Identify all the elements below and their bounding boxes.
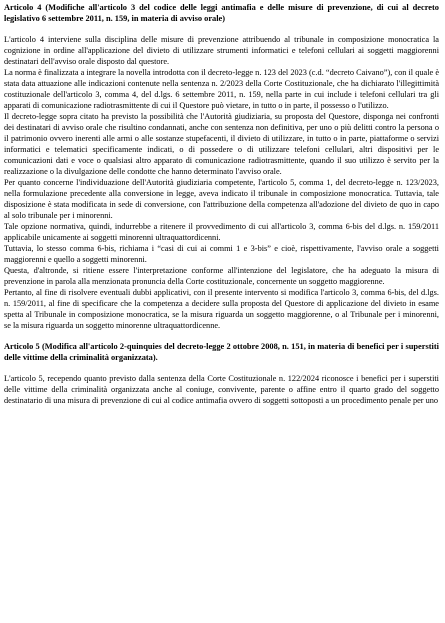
article-5-paragraph-1: L'articolo 5, recependo quanto previsto dalla sentenza della Corte Costituzionale n. 122/2024 riconosce i benefici per i superstiti delle vittime della criminalità organizzata anche al coniuge, convivente, parente o affine entro il quarto grado del soggetto destinatario di una misura di prevenzione di cui al codice antimafia ovvero di soggetti sottoposti a un procedimento penale per uno (4, 374, 439, 405)
article-4-paragraph-4: Per quanto concerne l'individuazione dell'Autorità giudiziaria competente, l'articolo 5, comma 1, del decreto-legge n. 123/2023, nella formulazione precedente alla conversione in legge, aveva indicato il tribunale in composizione monocratica. Tuttavia, tale disposizione è stata modificata in sede di conversione, con l'attribuzione della competenza all'adozione del divieto de quo in capo al solo tribunale per i minorenni. (4, 178, 439, 220)
article-4-paragraph-7: Questa, d'altronde, si ritiene essere l'interpretazione conforme all'intenzione del legislatore, che ha adeguato la misura di prevenzione in parola alla menzionata pronuncia della Corte costituzionale, concernente un soggetto maggiorenne. (4, 266, 439, 286)
article-4-paragraph-3: Il decreto-legge sopra citato ha previsto la possibilità che l'Autorità giudiziaria, su proposta del Questore, disponga nei confronti dei destinatari di avviso orale che risultino condannati, anche con sentenza non definitiva, per uno o più delitti contro la persona o il patrimonio ovvero inerenti alle armi o alle sostanze stupefacenti, il divieto di utilizzare, in tutto o in parte, piattaforme o servizi informatici e telematici specificamente indicati, o di possedere o di utilizzare telefoni cellulari, altri dispositivi per le comunicazioni dati e voce o qualsiasi altro apparato di comunicazione radiotrasmittente, quando il suo utilizzo è servito per la realizzazione o la divulgazione delle condotte che hanno determinato l'avviso orale. (4, 112, 439, 176)
spacer (4, 331, 439, 341)
spacer (4, 363, 439, 373)
article-4-paragraph-5: Tale opzione normativa, quindi, indurrebbe a ritenere il provvedimento di cui all'articolo 3, comma 6-bis del d.lgs. n. 159/2011 applicabile unicamente ai soggetti minorenni ultraquattordicenni. (4, 222, 439, 242)
article-4-paragraph-2: La norma è finalizzata a integrare la novella introdotta con il decreto-legge n. 123 del 2023 (c.d. “decreto Caivano”), con il quale è stata data attuazione alle indicazioni contenute nella sentenza n. 2/2023 della Corte Costituzionale, che ha dichiarato l'illegittimità costituzionale dell'articolo 3, comma 4, del d.lgs. 6 settembre 2011, n. 159, nella parte in cui include i telefoni cellulari tra gli apparati di comunicazione radiotrasmittente di cui il Questore può vietare, in tutto o in parte, il possesso o l'utilizzo. (4, 68, 439, 110)
article-4-paragraph-8: Pertanto, al fine di risolvere eventuali dubbi applicativi, con il presente intervento si modifica l'articolo 3, comma 6-bis, del d.lgs. n. 159/2011, al fine di specificare che la competenza a decidere sulla proposta del Questore di applicazione del divieto in esame spetta al Tribunale in composizione monocratica, se la misura riguarda un soggetto maggiorenne, o al Tribunale per i minorenni, se la misura riguarda un soggetto minorenne ultraquattordicenne. (4, 288, 439, 330)
article-4-heading: Articolo 4 (Modifiche all'articolo 3 del codice delle leggi antimafia e delle misure di prevenzione, di cui al decreto legislativo 6 settembre 2011, n. 159, in materia di avviso orale) (4, 3, 439, 23)
article-5-heading: Articolo 5 (Modifica all'articolo 2-quinquies del decreto-legge 2 ottobre 2008, n. 151, in materia di benefici per i superstiti delle vittime della criminalità organizzata). (4, 342, 439, 362)
article-4-paragraph-1: L'articolo 4 interviene sulla disciplina delle misure di prevenzione attribuendo al tribunale in composizione monocratica la cognizione in ordine all'applicazione del divieto di utilizzare strumenti informatici e telefoni cellulari ai soggetti maggiorenni destinatari dell'avviso orale disposto dal questore. (4, 35, 439, 66)
article-4-paragraph-6: Tuttavia, lo stesso comma 6-bis, richiama i “casi di cui ai commi 1 e 3-bis” e cioè, rispettivamente, l'avviso orale a soggetti maggiorenni e quello a soggetti minorenni. (4, 244, 439, 264)
spacer (4, 24, 439, 34)
